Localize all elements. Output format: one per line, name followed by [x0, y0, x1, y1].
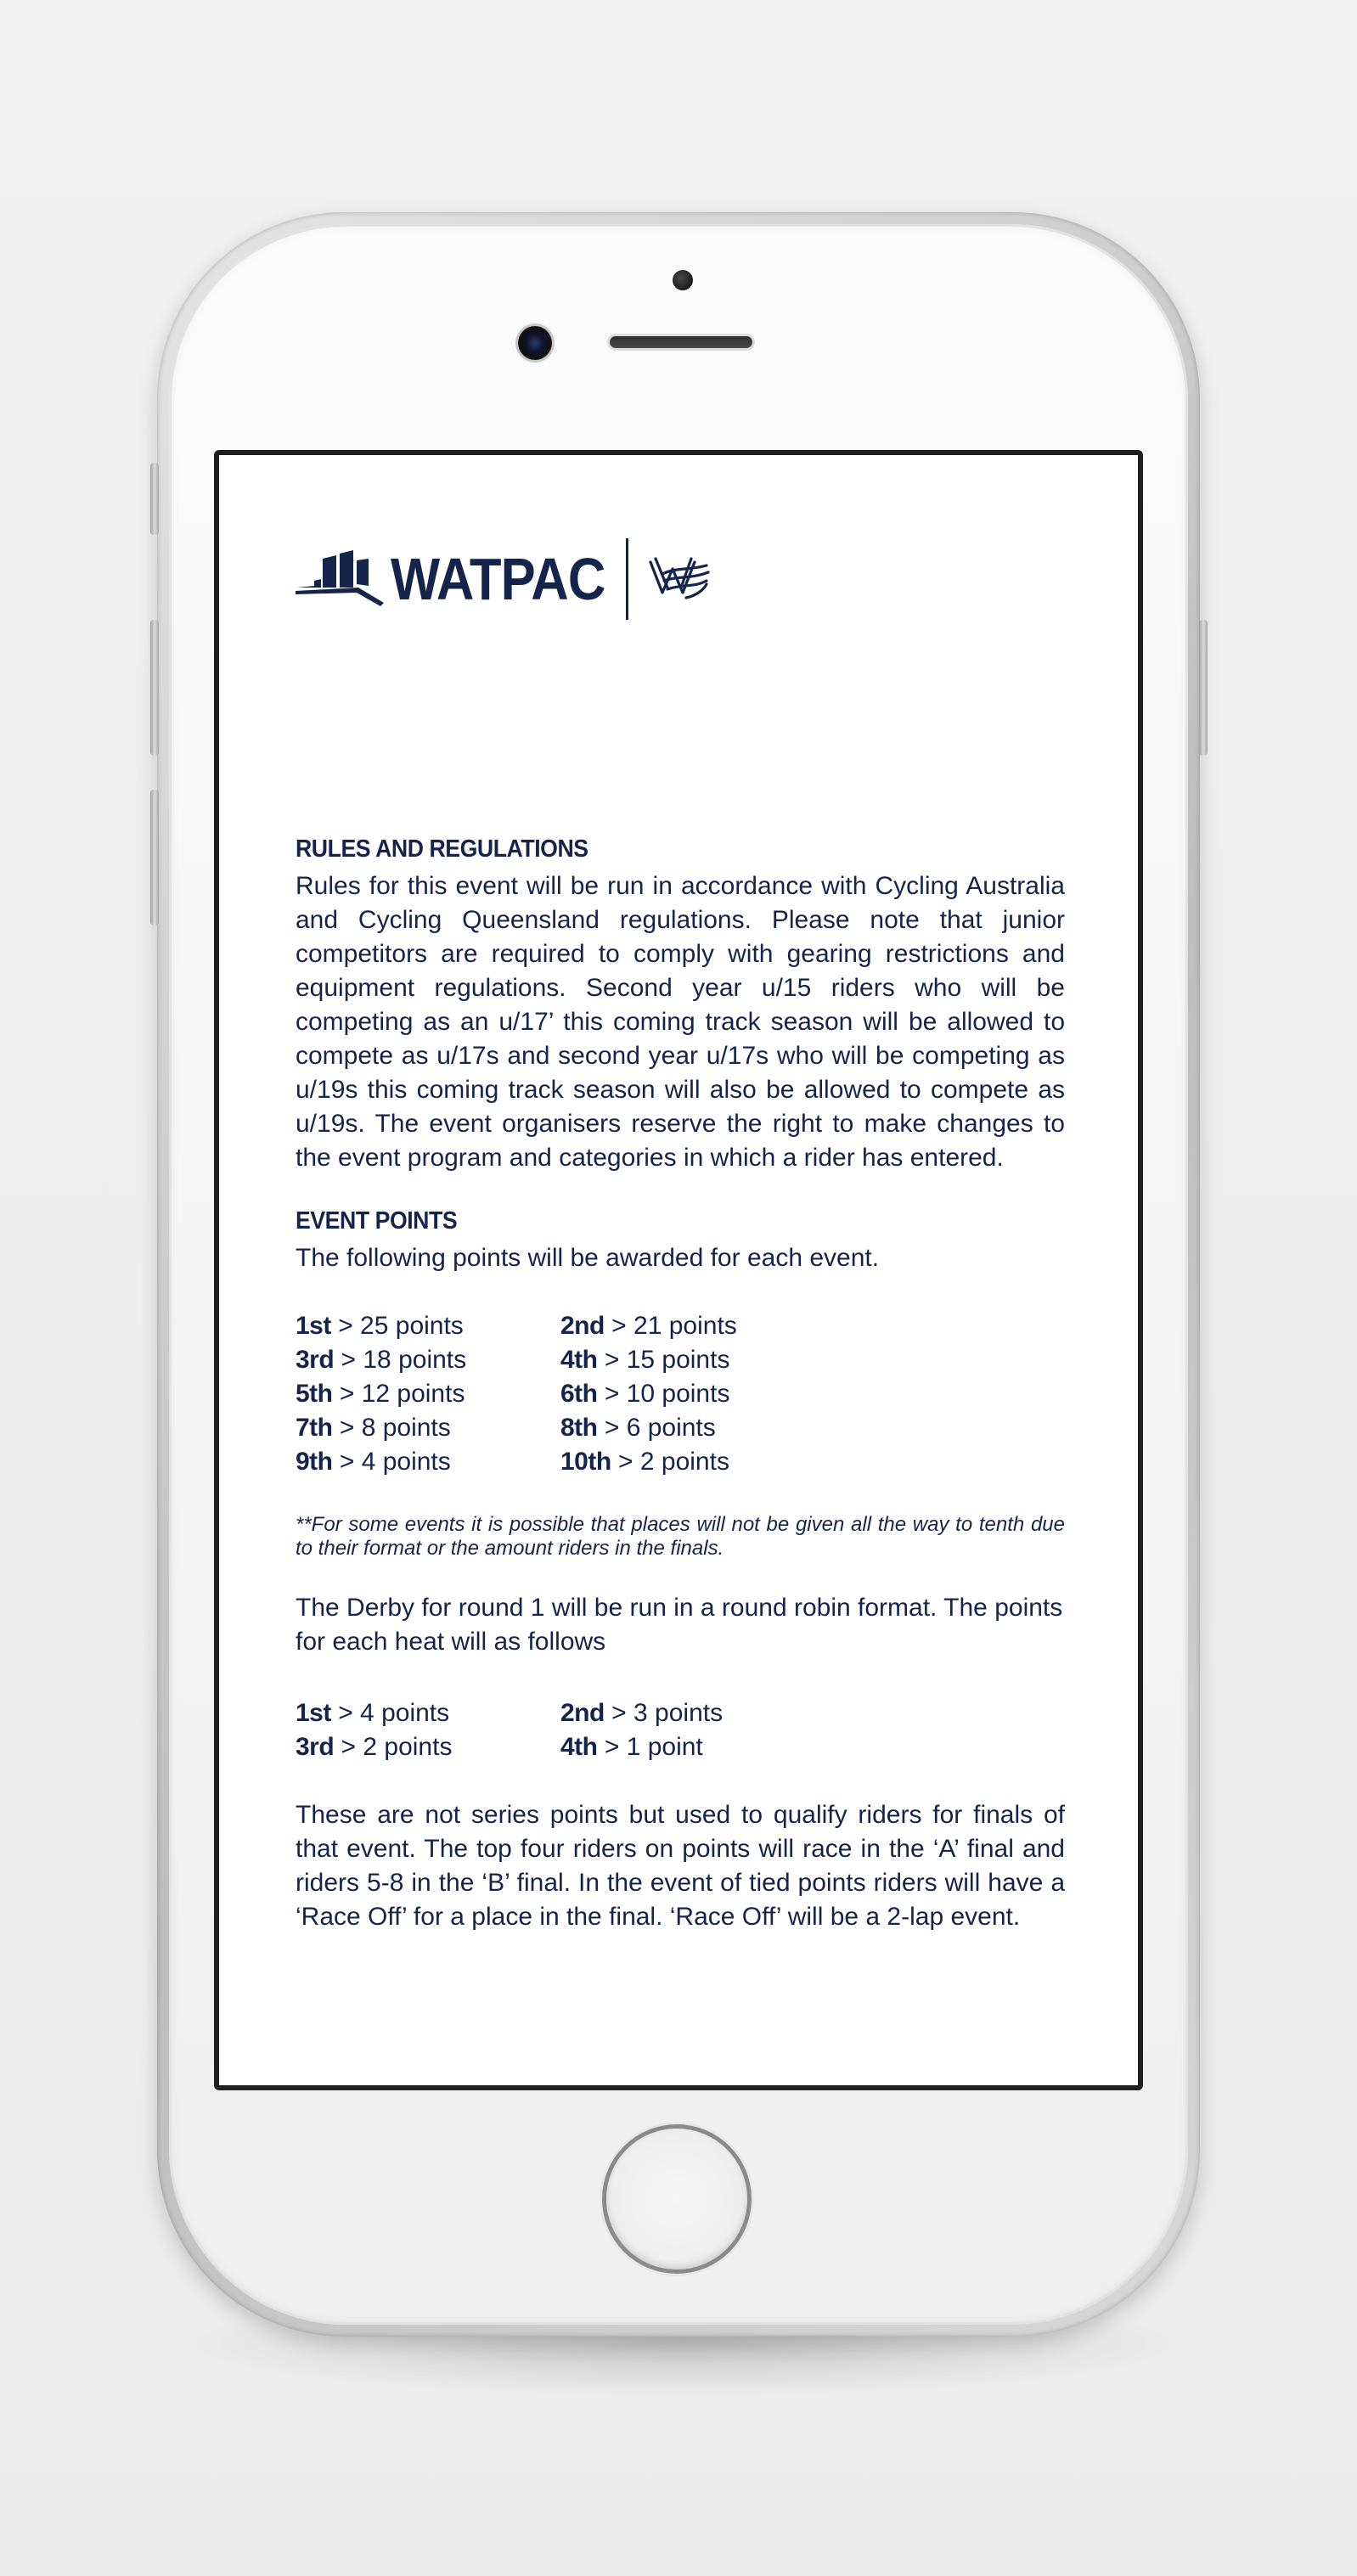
points-row: 5th > 12 points [296, 1380, 465, 1408]
watpac-wordmark: WATPAC [391, 546, 605, 612]
derby-points-table [296, 1696, 815, 1764]
points-row: 8th > 6 points [560, 1414, 716, 1442]
points-row: 3rd > 18 points [296, 1346, 467, 1374]
rules-heading: RULES AND REGULATIONS [296, 835, 588, 863]
proximity-sensor [673, 270, 693, 290]
points-row: 2nd > 21 points [560, 1312, 737, 1340]
phone-screen[interactable] [214, 450, 1143, 2090]
event-points-table [296, 1309, 815, 1479]
points-row: 4th > 1 point [560, 1733, 703, 1761]
volume-down-button[interactable] [150, 790, 159, 925]
event-points-footnote: **For some events it is possible that places will not be given all the way to tenth due to their format or the amount riders in the finals. [296, 1513, 1065, 1560]
event-points-intro: The following points will be awarded for each event. [296, 1244, 880, 1272]
points-row: 9th > 4 points [296, 1448, 451, 1476]
home-button[interactable] [606, 2129, 747, 2269]
derby-intro: The Derby for round 1 will be run in a round robin format. The points for each heat will as follows [296, 1594, 1063, 1656]
points-row: 6th > 10 points [560, 1380, 730, 1408]
front-camera-icon [518, 326, 552, 360]
cycling-emblem-icon [647, 554, 712, 605]
earpiece-speaker [610, 336, 752, 348]
points-row: 1st > 4 points [296, 1699, 450, 1727]
watpac-building-icon [296, 547, 387, 611]
points-row: 2nd > 3 points [560, 1699, 724, 1727]
points-row: 7th > 8 points [296, 1414, 451, 1442]
silent-switch[interactable] [150, 463, 159, 535]
points-row: 10th > 2 points [560, 1448, 729, 1476]
logo-divider [626, 538, 628, 620]
watpac-logo [296, 537, 712, 622]
power-button[interactable] [1199, 620, 1208, 756]
rules-body: Rules for this event will be run in accordance with Cycling Australia and Cycling Queensland regulations. Please note that junior competitors are required to comply with gearing restrictions and equipment regulations. Second year u/15 riders who will be competing as an u/17’ this coming track season will be allowed to compete as u/17s and second year u/17s who will be competing as u/19s this coming track season will also be allowed to compete as u/19s. The event organisers reserve the right to make changes to the event program and categories in which a rider has entered. [296, 872, 1065, 1172]
event-points-heading: EVENT POINTS [296, 1207, 458, 1235]
points-row: 1st > 25 points [296, 1312, 464, 1340]
points-row: 3rd > 2 points [296, 1733, 453, 1761]
points-row: 4th > 15 points [560, 1346, 730, 1374]
derby-closing: These are not series points but used to qualify riders for finals of that event. The top four riders on points will race in the ‘A’ final and riders 5-8 in the ‘B’ final. In the event of tied points riders will have a ‘Race Off’ for a place in the final. ‘Race Off’ will be a 2-lap event. [296, 1801, 1065, 1931]
volume-up-button[interactable] [150, 620, 159, 756]
